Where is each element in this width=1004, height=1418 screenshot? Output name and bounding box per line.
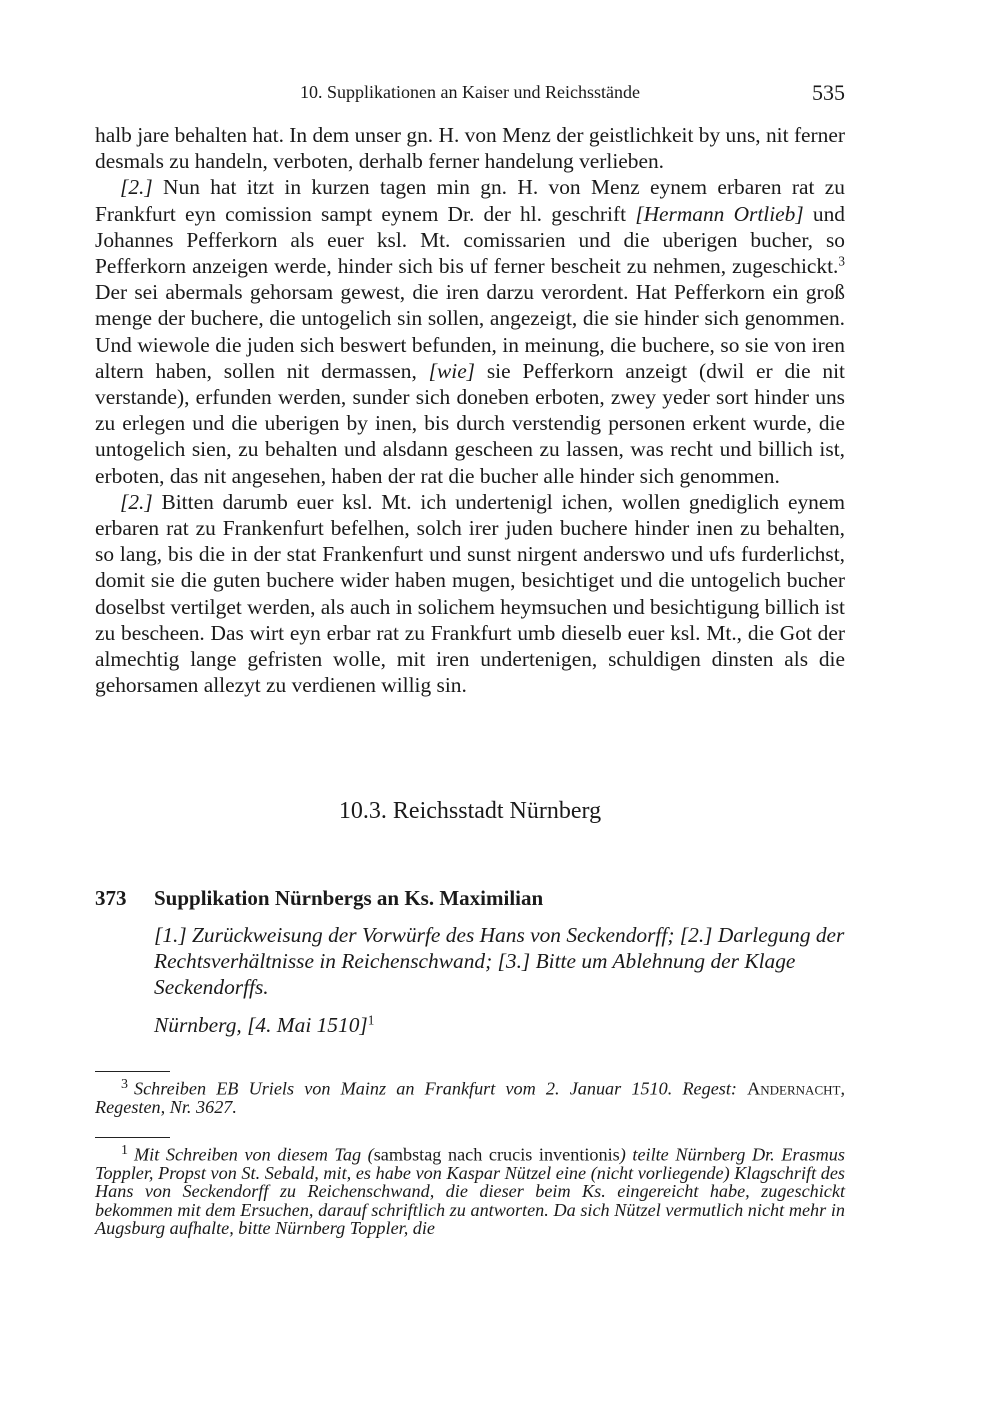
paragraph xyxy=(95,122,845,174)
editorial-insert: [Hermann Ortlieb] xyxy=(635,201,804,226)
document-header xyxy=(95,886,845,914)
footnote-text: , Regesten, Nr. 3627. xyxy=(95,1078,845,1117)
date-text: Nürnberg, [4. Mai 1510] xyxy=(154,1013,368,1037)
footnote xyxy=(95,1142,845,1237)
footnote xyxy=(95,1076,845,1116)
paragraph-text: Nun hat itzt in kurzen tagen min gn. H. von Menz eynem erbaren rat zu Frankfurt eyn comission sampt eynem Dr. der hl. geschrift xyxy=(95,175,845,226)
author-name: Andernacht xyxy=(747,1078,841,1099)
footnote-mark: 3 xyxy=(121,1077,128,1092)
paragraph xyxy=(95,489,845,699)
footnote-ref[interactable]: 1 xyxy=(367,1012,375,1028)
paragraph-text: halb jare behalten hat. In dem unser gn. H. von Menz der geistlichkeit by uns, nit ferner desmals zu handeln, verboten, derhalb ferner handelung verlieben. xyxy=(95,123,845,174)
section-heading: 10.3. Reichsstadt Nürnberg xyxy=(338,798,602,824)
paragraph-text: Bitten darumb euer ksl. Mt. ich undertenigl ichen, wollen gnediglich eynem erbaren rat zu Frankenfurt befelhen, solch irer juden buchere hinder inen zu behalten, so lang, bis die in der stat Frankenfurt und sunst nirgent anderswo und ufs furderlichst, domit sie die guten buchere wider haben mugen, besichtiget und die untogelich bucher doselbst vertilget werden, als auch in solichem heymsuchen und besichtigung billich ist zu bescheen. Das wirt eyn erbar rat zu Frankfurt umb dieselb euer ksl. Mt., die Got der almechtig lange gefristen wolle, mit iren undertenigen, schuldigen dinsten als die gehorsamen allezyt zu verdienen willig sin. xyxy=(95,489,845,698)
footnote-ref[interactable]: 3 xyxy=(838,253,845,269)
footnote-rule xyxy=(95,1137,170,1138)
document-number: 373 xyxy=(95,886,127,910)
footnote-rule xyxy=(95,1071,170,1072)
paragraph xyxy=(95,174,845,488)
source-quote: sambstag nach crucis inventionis xyxy=(373,1144,620,1165)
footnote-mark: 1 xyxy=(121,1143,128,1158)
running-head-title: 10. Supplikationen an Kaiser und Reichsstände xyxy=(300,82,640,102)
footnote-text: ) teilte Nürnberg Dr. Erasmus Toppler, Propst von St. Sebald, mit, es habe von Kaspar Nützel eine (nicht vorliegende) Klagschrift des Hans von Seckendorff zu Reichenschwand, die dieser beim Ks. eingereicht habe, zugeschickt bekommen mit dem Ersuchen, darauf schriftlich zu antworten. Da sich Nützel vermutlich nicht mehr in Augsburg aufhalte, bitte Nürnberg Toppler, die xyxy=(95,1144,845,1238)
body-text xyxy=(95,122,845,698)
document-date xyxy=(154,1012,845,1038)
editorial-insert: [wie] xyxy=(428,358,476,383)
footnote-text: Schreiben EB Uriels von Mainz an Frankfurt vom 2. Januar 1510. Regest: xyxy=(134,1078,748,1099)
document-title: Supplikation Nürnbergs an Ks. Maximilian xyxy=(154,886,544,910)
paragraph-text: und Johannes Pefferkorn als euer ksl. Mt. comissarien und die uberigen bucher, so Pefferkorn anzeigen werde, hinder sich bis uf ferner bescheit zu nehmen, zugeschickt. xyxy=(95,201,845,279)
footnote-text: Mit Schreiben von diesem Tag ( xyxy=(134,1144,374,1165)
paragraph-text: sie Pefferkorn anzeigt (dwil er die nit verstande), erfunden werden, sunder sich doneben erboten, zwey yeder sort hinder uns zu erlegen und die uberigen by inen, bis durch verstendig personen erkent wurde, die untogelich sien, zu behalten und alsdann gescheen zu lassen, was recht und billich ist, erboten, das nit angesehen, haben der rat die bucher alle hinder sich genommen. xyxy=(95,358,846,488)
page-number: 535 xyxy=(812,80,845,105)
document-entry xyxy=(95,886,845,1038)
running-head xyxy=(95,80,845,106)
paragraph-text: Der sei abermals gehorsam gewest, die iren darzu verordent. Hat Pefferkorn ein groß menge der buchere, die untogelich sin sollen, angezeigt, die sie hinder sich genommen. Und wiewole die juden sich beswert befunden, in meinung, die buchere, so sie von iren altern haben, sollen nit dermassen, xyxy=(95,280,845,383)
section-marker: [2.] xyxy=(120,175,153,200)
section-marker: [2.] xyxy=(120,489,153,514)
document-regest: [1.] Zurückweisung der Vorwürfe des Hans von Seckendorff; [2.] Darlegung der Rechtsverhältnisse in Reichenschwand; [3.] Bitte um Ablehnung der Klage Seckendorffs. xyxy=(154,923,845,999)
